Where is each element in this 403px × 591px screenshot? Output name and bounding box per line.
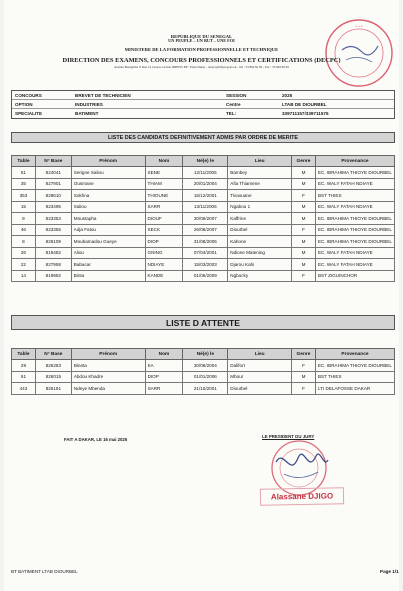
- column-header: Lieu: [228, 156, 292, 167]
- table-cell: DIOP: [145, 371, 183, 383]
- table-row: [12, 247, 395, 259]
- specialite-label: SPECIALITE: [15, 111, 43, 116]
- tel-label: TEL:: [226, 111, 237, 116]
- table-cell: Serigne Saliou: [71, 167, 145, 179]
- table-cell: SARR: [145, 201, 183, 213]
- table-cell: 01/01/2006: [183, 371, 228, 383]
- table-cell: M: [292, 247, 316, 259]
- table-cell: Abdou Khadre: [71, 371, 145, 383]
- specialite-value: BATIMENT: [75, 111, 99, 116]
- table-cell: EC. WALY FATAH NDIAYE: [315, 247, 394, 259]
- table-cell: Adja Fatou: [71, 224, 145, 236]
- table-cell: 823495: [35, 201, 71, 213]
- direction-name: DIRECTION DES EXAMENS, CONCOURS PROFESSIONNELS ET CERTIFICATIONS (DECPC): [62, 56, 341, 64]
- table-cell: 22: [12, 259, 36, 271]
- table-cell: Dalifort: [228, 360, 292, 372]
- table-cell: 824041: [35, 167, 71, 179]
- table-cell: 823355: [35, 224, 71, 236]
- table-row: [12, 224, 395, 236]
- admitted-table: [11, 155, 395, 282]
- column-header: Nom: [145, 349, 183, 360]
- table-cell: Binta: [71, 270, 145, 282]
- table-cell: Afia Thiamene: [228, 178, 292, 190]
- table-cell: 35: [12, 178, 36, 190]
- table-cell: Sokhna: [71, 190, 145, 202]
- column-header: Table: [12, 349, 36, 360]
- table-cell: Tivaouane: [228, 190, 292, 202]
- waiting-list-title: LISTE D ATTENTE: [11, 315, 395, 330]
- table-cell: NDIAYE: [145, 259, 183, 271]
- column-header: Prénom: [71, 349, 145, 360]
- table-row: [12, 190, 395, 202]
- column-header: Né(e) le: [183, 349, 228, 360]
- table-cell: 827901: [35, 178, 71, 190]
- table-cell: EC. WALY FATAH NDIAYE: [315, 259, 394, 271]
- table-cell: DIOP: [145, 236, 183, 248]
- table-cell: F: [292, 360, 316, 372]
- table-cell: 828610: [35, 190, 71, 202]
- table-cell: F: [292, 224, 316, 236]
- table-cell: 31/08/2005: [183, 236, 228, 248]
- table-row: [12, 383, 395, 395]
- table-row: [12, 270, 395, 282]
- table-cell: 8: [12, 236, 36, 248]
- table-cell: 826109: [35, 236, 71, 248]
- table-cell: 30/08/2004: [183, 360, 228, 372]
- national-motto: UN PEUPLE – UN BUT – UNE FOI: [168, 38, 235, 44]
- table-cell: Bineta: [71, 360, 145, 372]
- table-cell: KA: [145, 360, 183, 372]
- column-header: Prénom: [71, 156, 145, 167]
- table-cell: F: [292, 383, 316, 395]
- table-cell: 29: [12, 360, 36, 372]
- table-cell: THIAM: [145, 178, 183, 190]
- column-header: N° Base: [35, 349, 71, 360]
- table-cell: Ngbocky: [228, 270, 292, 282]
- table-cell: 13/11/2006: [183, 201, 228, 213]
- column-header: Provenance: [315, 156, 394, 167]
- document-name: BT BATIMENT LTAB DIOURBEL: [11, 569, 78, 574]
- table-cell: Ndione Matening: [228, 247, 292, 259]
- session-label: SESSION: [226, 92, 247, 98]
- table-cell: F: [292, 270, 316, 282]
- signatory-name-stamp: Alassane DJIGO: [260, 487, 344, 505]
- table-cell: SENE: [145, 167, 183, 179]
- tel-value: 339711157/339711576: [282, 111, 329, 116]
- table-cell: M: [292, 167, 316, 179]
- table-cell: GNING: [145, 247, 183, 259]
- republic-name: REPUBLIQUE DU SENEGAL: [170, 34, 233, 39]
- document-page: [4, 0, 399, 591]
- table-cell: Ngabou 1: [228, 201, 292, 213]
- table-cell: BST THIES: [315, 371, 394, 383]
- table-cell: 15/03/2003: [183, 259, 228, 271]
- table-cell: M: [292, 259, 316, 271]
- jury-president-title: LE PRESIDENT DU JURY: [262, 434, 315, 439]
- table-cell: Diourbel: [228, 224, 292, 236]
- table-cell: 12/11/2005: [183, 167, 228, 179]
- table-row: [12, 167, 395, 179]
- table-cell: 827958: [35, 259, 71, 271]
- table-cell: 15: [12, 201, 36, 213]
- table-cell: Ousmane: [71, 178, 145, 190]
- table-cell: Djarou Kahi: [228, 259, 292, 271]
- table-cell: M: [292, 213, 316, 225]
- table-cell: F: [292, 190, 316, 202]
- table-cell: Ndeye Mbenda: [71, 383, 145, 395]
- table-cell: 51: [12, 167, 36, 179]
- option-value: INDUSTRIES: [75, 101, 103, 107]
- table-row: [12, 259, 395, 271]
- table-row: [12, 360, 395, 372]
- column-header: Table: [12, 156, 36, 167]
- table-cell: 26: [12, 247, 36, 259]
- table-cell: EC. IBRAHIMA THIOYE DIOURBEL: [315, 360, 394, 372]
- table-row: [12, 371, 395, 383]
- table-cell: 07/04/2001: [183, 247, 228, 259]
- table-cell: 61: [12, 371, 36, 383]
- admitted-list-title: LISTE DES CANDIDATS DEFINITIVEMENT ADMIS PAR ORDRE DE MERITE: [11, 132, 395, 143]
- table-cell: Bambey: [228, 167, 292, 179]
- table-cell: 15/12/2001: [183, 190, 228, 202]
- table-cell: EC. WALY FATAH NDIAYE: [315, 201, 394, 213]
- page-number: Page 1/1: [380, 569, 399, 574]
- table-cell: EC. WALY FATAH NDIAYE: [315, 178, 394, 190]
- concours-label: CONCOURS: [15, 92, 42, 98]
- exam-info-box: [11, 90, 395, 119]
- table-cell: Kaffrine: [228, 213, 292, 225]
- ministry-name: MINISTERE DE LA FORMATION PROFESSIONNELLE ET TECHNIQUE: [124, 47, 279, 53]
- table-cell: EC. IBRAHIMA THIOYE DIOURBEL: [315, 224, 394, 236]
- table-cell: Moustapha: [71, 213, 145, 225]
- table-cell: EC. IBRAHIMA THIOYE DIOURBEL: [315, 213, 394, 225]
- table-row: [12, 236, 395, 248]
- svg-text:* * *: * * *: [355, 24, 363, 29]
- table-cell: Kahone: [228, 236, 292, 248]
- table-cell: 21/10/2001: [183, 383, 228, 395]
- column-header: Genre: [292, 349, 316, 360]
- table-cell: BST ZIGUINCHOR: [315, 270, 394, 282]
- table-cell: 819992: [35, 270, 71, 282]
- table-cell: 14: [12, 270, 36, 282]
- table-cell: 9: [12, 213, 36, 225]
- table-cell: BST THIES: [315, 190, 394, 202]
- table-cell: 443: [12, 383, 36, 395]
- table-cell: SECK: [145, 224, 183, 236]
- table-row: [12, 201, 395, 213]
- table-cell: 823353: [35, 213, 71, 225]
- table-cell: Diourbel: [228, 383, 292, 395]
- centre-value: LTAB DE DIOURBEL: [282, 101, 327, 107]
- column-header: N° Base: [35, 156, 71, 167]
- direction-address: Avenue Bourguiba X Rue 14 Castors ex-Inst IDHESS BP : Point Dakar - decpc@mfpai.gouv.sn - Tel : 33 864 82 99 - Fax : 33 864 82 99: [114, 64, 289, 69]
- table-cell: DIOUF: [145, 213, 183, 225]
- document-header: [4, 34, 399, 70]
- table-cell: Aliou: [71, 247, 145, 259]
- column-header: Genre: [292, 156, 316, 167]
- column-header: Provenance: [315, 349, 394, 360]
- table-cell: M: [292, 236, 316, 248]
- table-cell: SARR: [145, 383, 183, 395]
- table-cell: LTI DELAFOSSE DAKAR: [315, 383, 394, 395]
- concours-value: BREVET DE TECHNICIEN: [75, 92, 131, 98]
- table-cell: EC. IBRAHIMA THIOYE DIOURBEL: [315, 167, 394, 179]
- table-cell: 826191: [35, 383, 71, 395]
- table-cell: 353: [12, 190, 36, 202]
- table-cell: EC. IBRAHIMA THIOYE DIOURBEL: [315, 236, 394, 248]
- table-cell: Saliou: [71, 201, 145, 213]
- table-row: [12, 213, 395, 225]
- table-cell: 826283: [35, 360, 71, 372]
- table-cell: M: [292, 201, 316, 213]
- table-cell: M: [292, 371, 316, 383]
- table-cell: 46: [12, 224, 36, 236]
- table-cell: Moubamadou Gueye: [71, 236, 145, 248]
- table-cell: 26/08/2007: [183, 224, 228, 236]
- table-cell: 826015: [35, 371, 71, 383]
- column-header: Né(e) le: [183, 156, 228, 167]
- table-cell: KANDE: [145, 270, 183, 282]
- session-value: 2025: [282, 92, 293, 98]
- table-row: [12, 178, 395, 190]
- table-cell: 819482: [35, 247, 71, 259]
- centre-label: Centre: [226, 101, 241, 107]
- table-cell: Mbour: [228, 371, 292, 383]
- table-cell: 30/09/2007: [183, 213, 228, 225]
- column-header: Nom: [145, 156, 183, 167]
- signed-place-date: FAIT A DAKAR, LE 16 mai 2025: [64, 437, 128, 442]
- waiting-table: [11, 348, 395, 395]
- table-cell: M: [292, 178, 316, 190]
- table-cell: Babacar: [71, 259, 145, 271]
- option-label: OPTION: [15, 101, 33, 107]
- table-cell: 01/06/2009: [183, 270, 228, 282]
- column-header: Lieu: [228, 349, 292, 360]
- table-cell: THIOUNE: [145, 190, 183, 202]
- table-cell: 20/01/2004: [183, 178, 228, 190]
